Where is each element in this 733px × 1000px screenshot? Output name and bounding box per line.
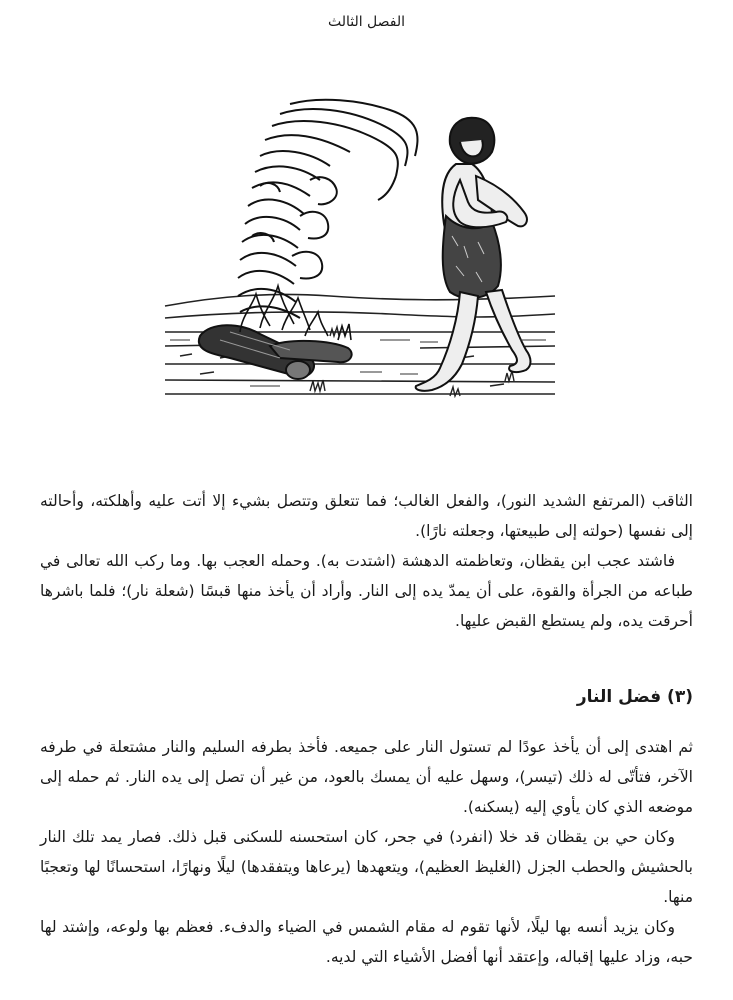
paragraph: ثم اهتدى إلى أن يأخذ عودًا لم تستول النار على جميعه. فأخذ بطرفه السليم والنار مشتعلة في طرفه الآخر، فتأتّى له ذلك (تيسر)، وسهل عليه أن يمسك بالعود، من غير أن تصل إلى يده النار. ثم حمله إلى موضعه الذي كان يأوي إليه (يسكنه). (40, 738, 693, 816)
paragraph: الثاقب (المرتفع الشديد النور)، والفعل الغالب؛ فما تتعلق وتتصل بشيء إلا أتت عليه وأهلكته، وأحالته إلى نفسها (حولته إلى طبيعتها، وجعلته نارًا). (40, 492, 693, 540)
paragraph: وكان حي بن يقظان قد خلا (انفرد) في جحر، كان استحسنه للسكنى قبل ذلك. فصار يمد تلك النار بالحشيش والحطب الجزل (الغليظ العظيم)، ويتعهدها (يرعاها ويتفقدها) ليلًا ونهارًا، استحسانًا لها وتعجبًا منها. (40, 828, 693, 906)
top-text-block (40, 486, 693, 636)
paragraph: وكان يزيد أنسه بها ليلًا، لأنها تقوم له مقام الشمس في الضياء والدفء. فعظم بها ولوعه، وإشتد لها حبه، وزاد عليها إقباله، وإعتقد أنها أفضل الأشياء التي لديه. (40, 918, 693, 966)
burning-logs (199, 325, 352, 379)
section-heading: (٣) فضل النار (576, 687, 693, 707)
paragraph: فاشتد عجب ابن يقظان، وتعاظمته الدهشة (اشتدت به). وحمله العجب بها. وما ركب الله تعالى في طباعه من الجرأة والقوة، على أن يمدّ يده إلى النار. وأراد أن يأخذ منها قبسًا (شعلة نار)؛ فلما باشرها أحرقت يده، ولم يستطع القبض عليها. (40, 552, 693, 630)
smoke-column (238, 100, 417, 318)
walking-man-figure (416, 118, 531, 391)
fire-scene-illustration (160, 96, 560, 398)
bottom-text-block (40, 732, 693, 972)
chapter-title: الفصل الثالث (327, 14, 406, 30)
